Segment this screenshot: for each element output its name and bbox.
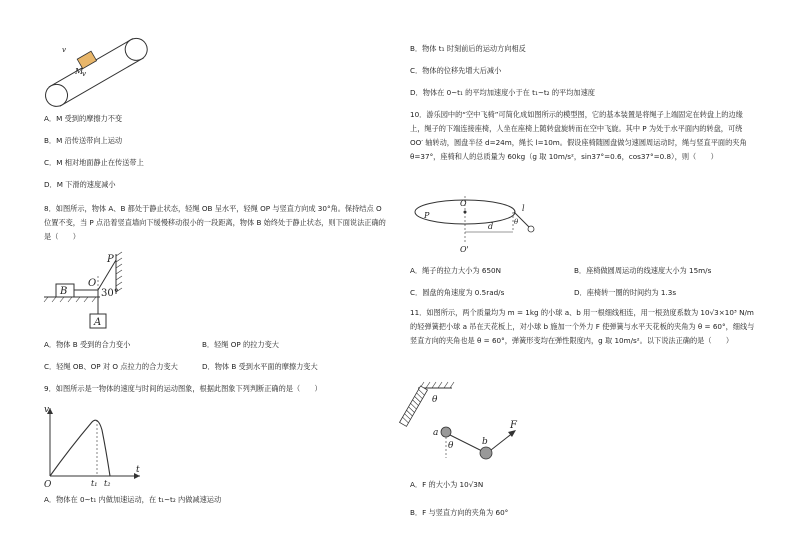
q7-option-b: B．M 沿传送带向上运动 [44,136,123,145]
theta-mid-label: θ [448,441,454,451]
q8-option-a: A．物体 B 受到的合力变小 [44,340,131,349]
axis-t-label: t [136,465,140,475]
block-b-label: B [60,286,68,297]
q9-option-a: A．物体在 0~t₁ 内做加速运动，在 t₁~t₂ 内做减速运动 [44,495,222,504]
q8-option-b: B．轻绳 OP 的拉力变大 [202,340,279,349]
angle-30-label: 30° [101,288,119,299]
origin-label: O [44,480,52,490]
q11-stem: 11．如图所示，两个质量均为 m = 1kg 的小球 a、b 用一根细线相连，用一根劲度系数为 10√3×10³ N/m 的轻弹簧把小球 a 吊在天花板上，对小球 b 施加一个外力 F 使弹簧与水平天花板的夹角为 θ = 60°，细线与竖直方向的夹角也是 θ = 60°，弹簧形变均在弹性限度内，g 取 10m/s²。以下说法正确的是（ ） [410,308,755,345]
q9-option-b: B．物体 t₁ 时刻前后的运动方向相反 [410,44,526,53]
q9-option-c: C．物体的位移先增大后减小 [410,66,502,75]
velocity-label-top: v [62,46,66,54]
angle-theta-label: θ [514,218,519,226]
flying-chair-figure [410,194,550,254]
velocity-time-graph [40,400,150,492]
q10-option-c: C．圆盘的角速度为 0.5rad/s [410,288,505,297]
ball-a-label: a [433,428,439,438]
rope-l-label: l [522,204,525,213]
force-f-label: F [510,420,517,431]
block-a-label: A [94,317,102,328]
q7-option-d: D．M 下滑的速度减小 [44,180,116,189]
q10-option-a: A．绳子的拉力大小为 650N [410,266,501,275]
q9-option-d: D．物体在 0~t₁ 的平均加速度小于在 t₁~t₂ 的平均加速度 [410,88,595,97]
spring-balls-figure [410,380,540,470]
conveyor-belt-figure [40,42,150,102]
ball-b-label: b [482,437,488,447]
q8-option-d: D．物体 B 受到水平面的摩擦力变大 [202,362,318,371]
theta-top-label: θ [432,395,438,405]
rope-knot-figure [44,252,144,332]
axis-o-prime-label: O' [460,245,469,254]
disc-p-label: P [424,211,430,220]
point-p-label: P [107,254,114,265]
q11-option-b: B．F 与竖直方向的夹角为 60° [410,508,509,517]
block-label-m: M [75,67,84,76]
q8-option-c: C．轻绳 OB、OP 对 O 点拉力的合力变大 [44,362,178,371]
q7-option-a: A．M 受到的摩擦力不变 [44,114,123,123]
tick-t2-label: t₂ [104,479,111,488]
q8-stem: 8．如图所示，物体 A、B 都处于静止状态，轻绳 OB 呈水平，轻绳 OP 与竖直方向成 30°角。保持结点 O 位置不变，当 P 点沿着竖直墙向下缓慢移动很小的一段距离，物体 B 始终处于静止状态，则下面说法正确的是（ ） [44,204,386,241]
q11-option-a: A．F 的大小为 10√3N [410,480,484,489]
knot-o-label: O [88,278,97,289]
q7-option-c: C．M 相对地面静止在传送带上 [44,158,144,167]
velocity-label-bottom: v [82,70,86,78]
axis-v-label: v [44,405,50,415]
q10-option-d: D．座椅转一圈的时间约为 1.3s [574,288,677,297]
q10-stem: 10．游乐园中的“空中飞椅”可简化成如图所示的模型图，它的基本装置是将绳子上端固定在转盘上的边缘上，绳子的下端连接座椅，人坐在座椅上随转盘旋转而在空中飞旋。其中 P 为处于水平面内的转盘，可绕 OO′ 轴转动，圆盘半径 d=24m，绳长 l=10m。假设座椅随圆盘做匀速圆周运动时，绳与竖直平面的夹角 θ=37°，座椅和人的总质量为 60kg（g 取 10m/s²，sin37°=0.6，cos37°=0.8），则（ ） [410,110,747,161]
q9-stem: 9．如图所示是一物体的速度与时间的运动图象，根据此图象下列判断正确的是（ ） [44,384,322,393]
radius-d-label: d [488,222,494,231]
center-o-label: O [460,199,467,208]
q10-option-b: B．座椅做圆周运动的线速度大小为 15m/s [574,266,712,275]
tick-t1-label: t₁ [91,479,98,488]
